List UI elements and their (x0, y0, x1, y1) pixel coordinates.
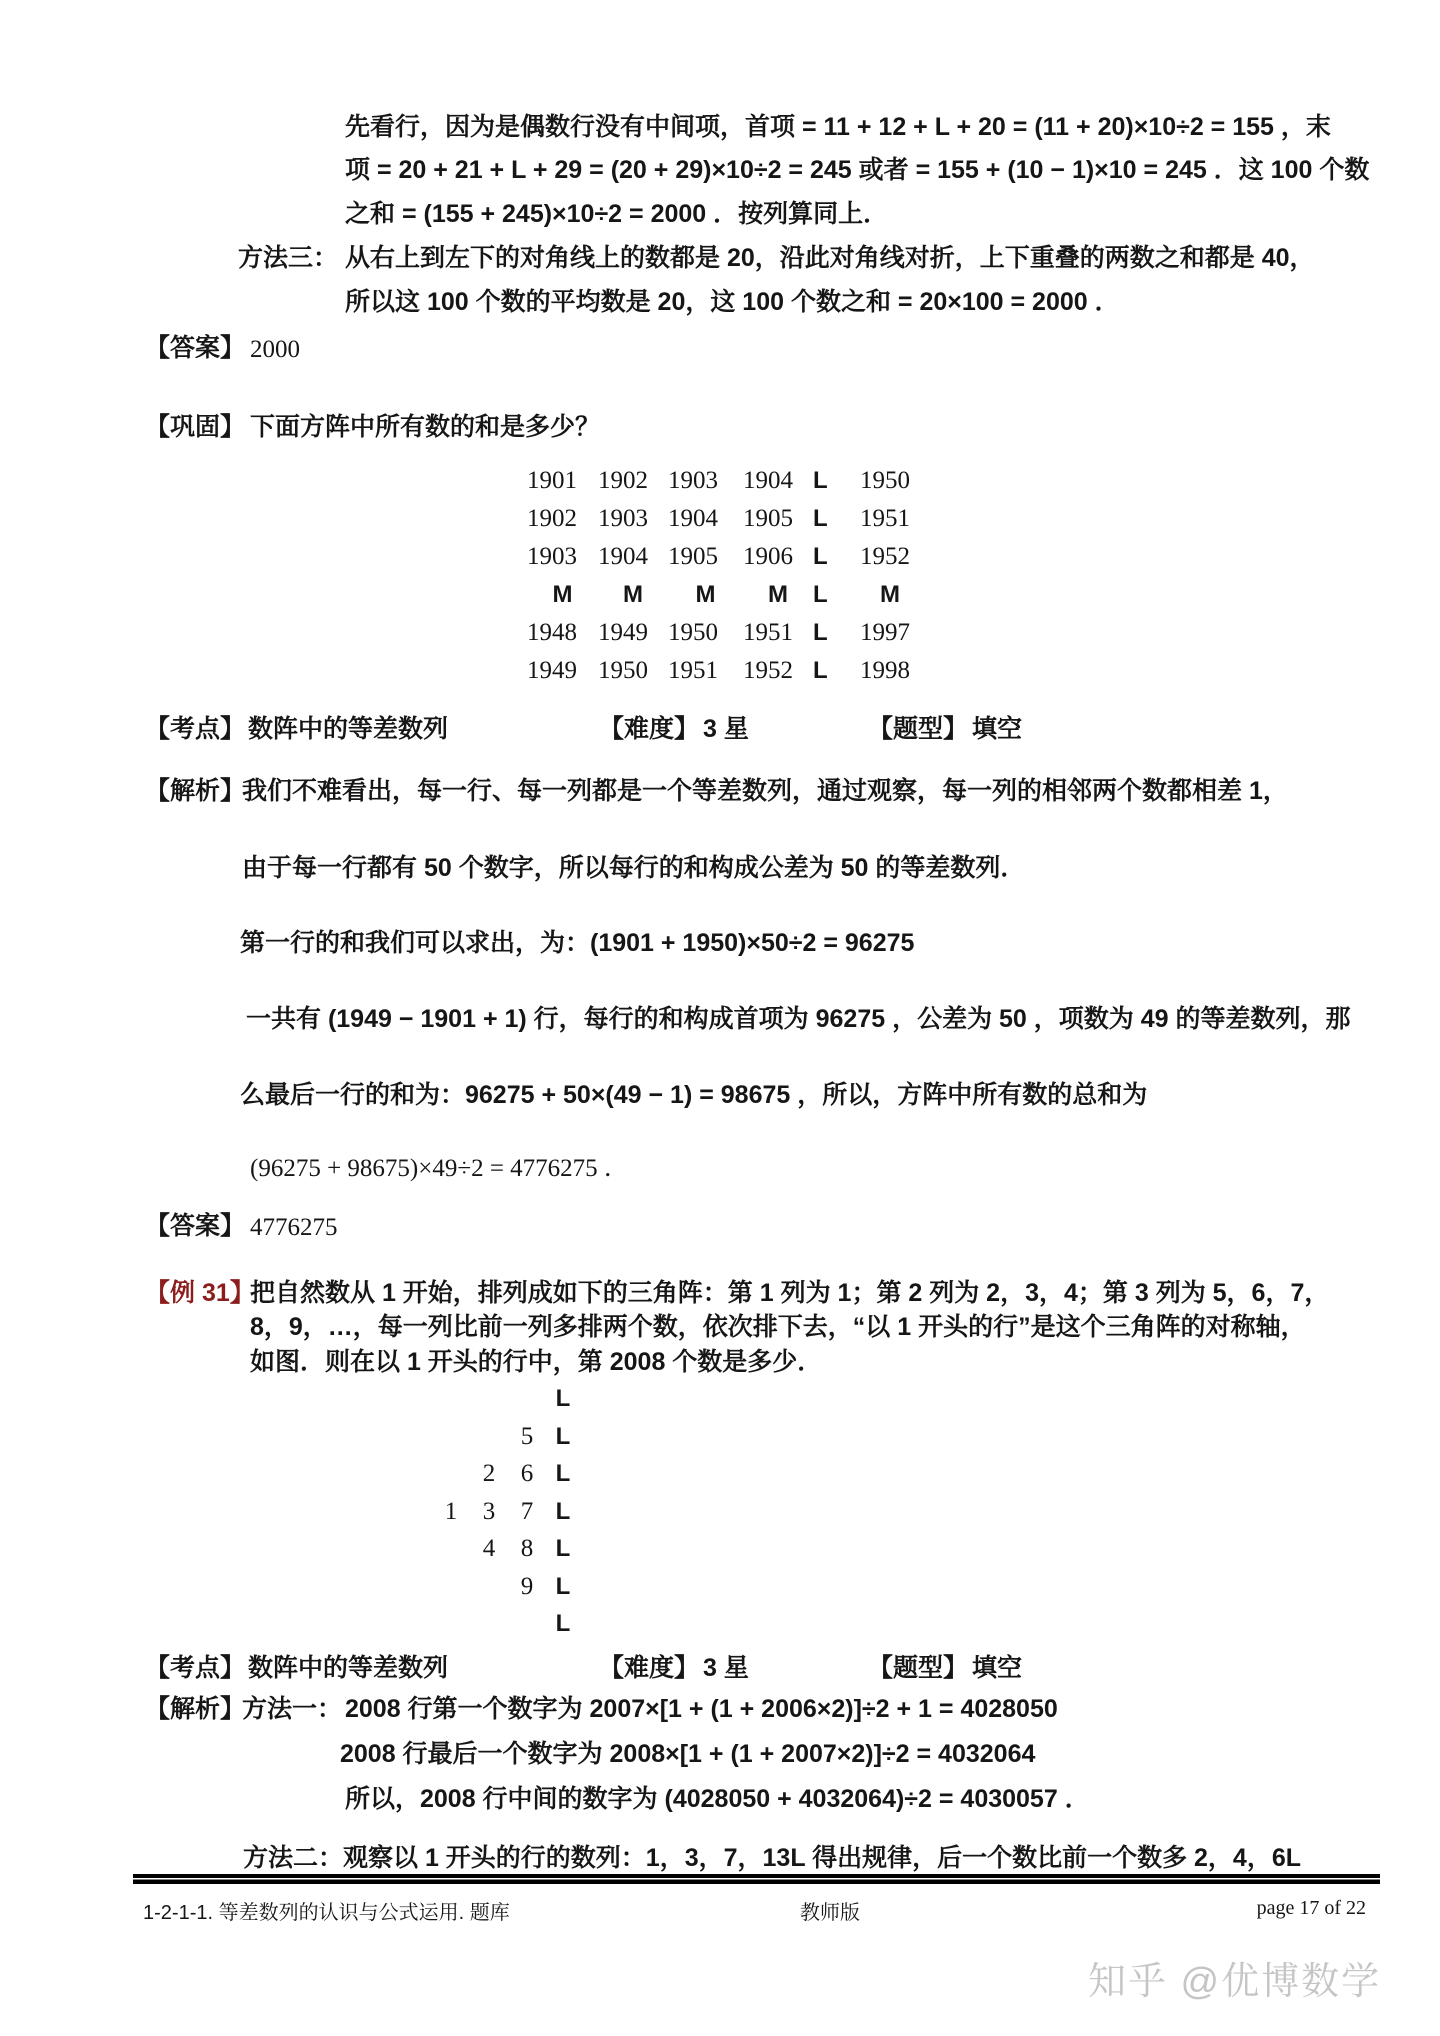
tixing-value: 填空 (972, 1654, 1023, 1682)
example-line: 把自然数从 1 开始，排列成如下的三角阵：第 1 列为 1；第 2 列为 2，3，4；第 3 列为 5，6，7， (250, 1279, 1330, 1307)
triangle-cell (508, 1380, 546, 1418)
nandu-label: 【难度】 (599, 715, 700, 743)
method1-line: 2008 行第一个数字为 2007×[1 + (1 + 2006×2)]÷2 + 1 = 4028050 (345, 1695, 1058, 1723)
matrix-vdots: M (880, 581, 900, 608)
matrix-cell: 1950 (598, 657, 648, 684)
kaodian-label: 【考点】 (145, 1654, 246, 1682)
matrix-cell: 1951 (743, 619, 793, 646)
footer-rule (133, 1874, 1380, 1884)
triangle-cell: 6 (520, 1460, 534, 1487)
nandu-label: 【难度】 (599, 1654, 700, 1682)
matrix-cell: 1950 (668, 619, 718, 646)
triangle-ellipsis: L (555, 1460, 571, 1487)
tixing-value: 填空 (972, 715, 1023, 743)
matrix-cell: 1905 (743, 505, 793, 532)
matrix-cell: 1903 (598, 505, 648, 532)
matrix-vdots: M (695, 581, 716, 608)
answer-value: 4776275 (250, 1214, 338, 1241)
number-matrix (527, 462, 920, 690)
triangle-ellipsis: L (555, 1610, 571, 1637)
method1-line: 2008 行最后一个数字为 2008×[1 + (1 + 2007×2)]÷2 = 4032064 (340, 1740, 1036, 1768)
matrix-ellipsis: L (813, 581, 828, 608)
tixing-label: 【题型】 (868, 715, 969, 743)
matrix-cell: 1952 (743, 657, 793, 684)
triangle-cell: 2 (482, 1460, 496, 1487)
triangle-cell (432, 1380, 470, 1418)
example-line: 如图．则在以 1 开头的行中，第 2008 个数是多少． (250, 1348, 823, 1376)
kaodian-value: 数阵中的等差数列 (248, 715, 449, 743)
triangle-cell (508, 1605, 546, 1643)
footer-left: 1-2-1-1. 等差数列的认识与公式运用. 题库 (143, 1902, 510, 1924)
triangle-cell: 3 (482, 1497, 496, 1525)
matrix-cell: 1902 (527, 505, 577, 532)
method2-line: 观察以 1 开头的行的数列：1，3，7，13L 得出规律，后一个数比前一个数多 2，4，6L (343, 1844, 1302, 1872)
matrix-cell: 1906 (743, 543, 793, 570)
method3-text: 从右上到左下的对角线上的数都是 20，沿此对角线对折，上下重叠的两数之和都是 40， (345, 244, 1315, 272)
answer-label: 【答案】 (145, 1212, 246, 1240)
watermark: 知乎 @优博数学 (1088, 1961, 1382, 2003)
triangle-ellipsis: L (555, 1497, 571, 1525)
matrix-cell: 1998 (860, 657, 910, 684)
jiexi-line: 一共有 (1949 − 1901 + 1) 行，每行的和构成首项为 96275 ，公差为 50 ，项数为 49 的等差数列，那 (246, 1005, 1351, 1033)
solution-line: 项 = 20 + 21 + L + 29 = (20 + 29)×10÷2 = 245 或者 = 155 + (10 − 1)×10 = 245 ．这 100 个数 (345, 156, 1370, 184)
kaodian-label: 【考点】 (145, 715, 246, 743)
jiexi-line: 我们不难看出，每一行、每一列都是一个等差数列，通过观察，每一列的相邻两个数都相差 1， (242, 777, 1288, 805)
matrix-cell: 1951 (860, 505, 910, 532)
kaodian-value: 数阵中的等差数列 (248, 1654, 449, 1682)
jiexi-line: 由于每一行都有 50 个数字，所以每行的和构成公差为 50 的等差数列． (242, 854, 1026, 882)
matrix-cell: 1948 (527, 619, 577, 646)
solution-line: 先看行，因为是偶数行没有中间项，首项 = 11 + 12 + L + 20 = (11 + 20)×10÷2 = 155 ，末 (345, 113, 1331, 141)
matrix-ellipsis: L (813, 467, 828, 494)
matrix-vdots: M (552, 581, 573, 608)
method1-line: 所以，2008 行中间的数字为 (4028050 + 4032064)÷2 = 4030057 ． (345, 1785, 1090, 1813)
consolidate-question: 下面方阵中所有数的和是多少？ (250, 413, 601, 441)
triangle-cell (432, 1568, 470, 1606)
matrix-ellipsis: L (813, 619, 828, 646)
nandu-value: 3 星 (703, 715, 749, 743)
triangle-ellipsis: L (555, 1535, 571, 1562)
matrix-ellipsis: L (813, 505, 828, 532)
triangle-cell (470, 1418, 508, 1456)
triangle-cell: 7 (520, 1497, 534, 1525)
triangle-cell: 1 (444, 1497, 458, 1525)
nandu-value: 3 星 (703, 1654, 749, 1682)
matrix-cell: 1904 (598, 543, 648, 570)
matrix-vdots: M (768, 581, 788, 608)
jiexi-line: 第一行的和我们可以求出，为：(1901 + 1950)×50÷2 = 96275 (240, 929, 915, 957)
matrix-cell: 1904 (743, 467, 793, 494)
jiexi-label: 【解析】 (145, 777, 246, 805)
jiexi-label: 【解析】 (145, 1695, 246, 1723)
triangle-cell (470, 1605, 508, 1643)
triangle-cell: 5 (520, 1422, 534, 1450)
matrix-cell: 1949 (598, 619, 648, 646)
method3-label: 方法三： (238, 244, 339, 272)
matrix-cell: 1997 (860, 619, 910, 646)
matrix-vdots: M (623, 581, 643, 608)
triangle-cell: 9 (520, 1572, 534, 1600)
matrix-cell: 1905 (668, 543, 718, 570)
triangle-ellipsis: L (555, 1572, 571, 1600)
footer-page-number: page 17 of 22 (1256, 1897, 1366, 1919)
consolidate-label: 【巩固】 (145, 413, 246, 441)
answer-label: 【答案】 (145, 334, 246, 362)
triangle-cell (432, 1455, 470, 1493)
triangle-array (432, 1380, 580, 1643)
footer-center: 教师版 (800, 1902, 860, 1924)
matrix-cell: 1903 (668, 467, 718, 494)
solution-line: 之和 = (155 + 245)×10÷2 = 2000 ．按列算同上． (345, 200, 889, 228)
triangle-cell (432, 1530, 470, 1568)
matrix-cell: 1951 (668, 657, 718, 684)
jiexi-formula: (96275 + 98675)×49÷2 = 4776275 ． (250, 1155, 629, 1182)
matrix-ellipsis: L (813, 543, 828, 570)
method1-label: 方法一： (242, 1695, 343, 1723)
matrix-cell: 1903 (527, 543, 577, 570)
triangle-cell (470, 1380, 508, 1418)
matrix-cell: 1950 (860, 467, 910, 494)
example-line: 8，9，…，每一列比前一列多排两个数，依次排下去，“以 1 开头的行”是这个三角阵的对称轴， (250, 1313, 1306, 1341)
triangle-cell: 8 (520, 1535, 534, 1562)
triangle-cell (470, 1568, 508, 1606)
triangle-cell (432, 1418, 470, 1456)
triangle-ellipsis: L (555, 1385, 571, 1412)
tixing-label: 【题型】 (868, 1654, 969, 1682)
method2-label: 方法二： (243, 1844, 344, 1872)
matrix-cell: 1952 (860, 543, 910, 570)
method3-continuation: 所以这 100 个数的平均数是 20，这 100 个数之和 = 20×100 = 2000 ． (345, 288, 1120, 316)
matrix-ellipsis: L (813, 657, 828, 684)
matrix-cell: 1904 (668, 505, 718, 532)
triangle-cell (432, 1605, 470, 1643)
example-label: 【例 31】 (145, 1279, 255, 1307)
matrix-cell: 1949 (527, 657, 577, 684)
triangle-ellipsis: L (555, 1422, 571, 1450)
answer-value: 2000 (250, 336, 300, 363)
matrix-cell: 1902 (598, 467, 648, 494)
matrix-cell: 1901 (527, 467, 577, 494)
jiexi-line: 么最后一行的和为：96275 + 50×(49 − 1) = 98675 ，所以，方阵中所有数的总和为 (240, 1081, 1148, 1109)
triangle-cell: 4 (482, 1535, 496, 1562)
